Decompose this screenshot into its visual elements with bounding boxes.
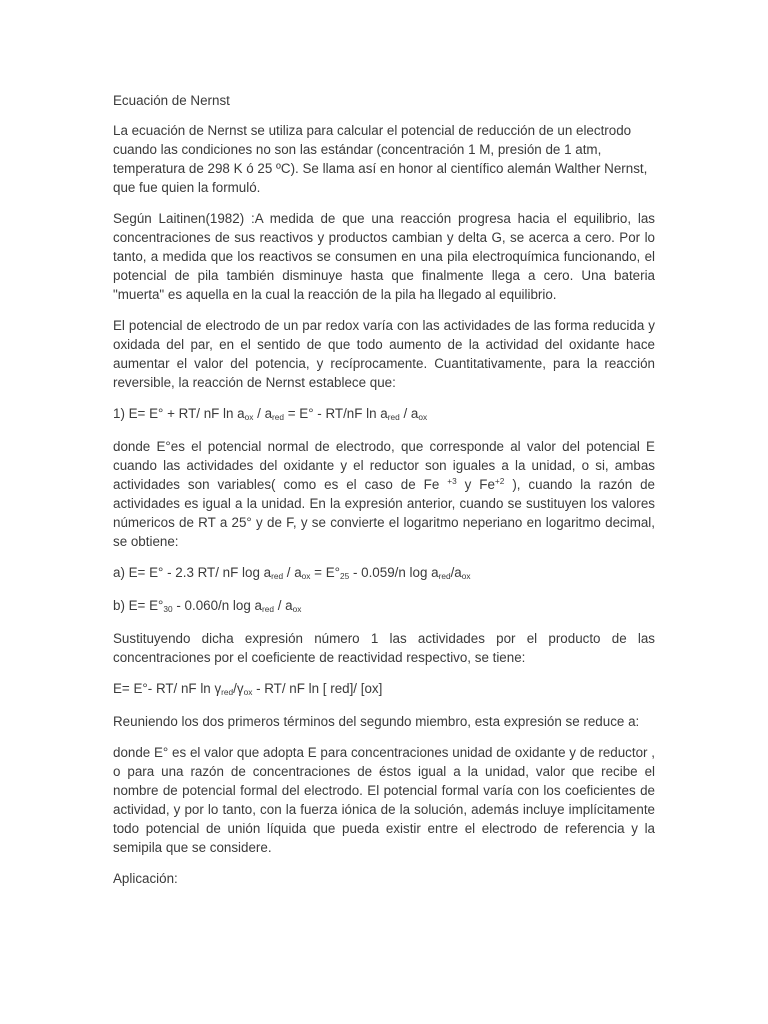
equation-1-subscript: red xyxy=(272,412,285,423)
section-heading-aplicacion: Aplicación: xyxy=(113,871,178,886)
paragraph-reduction: Reuniendo los dos primeros términos del segundo miembro, esta expresión se reduce a: xyxy=(113,714,640,729)
paragraph-definition: La ecuación de Nernst se utiliza para calcular el potencial de reducción de un electrodo cuando las condiciones no son las estándar (concentración 1 M, presión de 1 atm, temperatura de 298 K ó 25 ºC). Se llama así en honor al científico alemán Walther Nernst, que fue quien la formuló. xyxy=(113,123,648,195)
paragraph-text: ), cuando la razón de actividades es igual a la unidad. En la expresión anterior, cuando se sustituyen los valores númericos de RT a 25° y de F, y se convierte el logaritmo neperiano en logaritmo decimal, se obtiene: xyxy=(113,477,656,549)
paragraph-formal-potential: donde E° es el valor que adopta E para concentraciones unidad de oxidante y de reductor , o para una razón de concentraciones de éstos igual a la unidad, valor que recibe el nombre de potencial formal del electrodo. El potencial formal varía con los coeficientes de actividad, y por lo tanto, con la fuerza iónica de la solución, además incluye implícitamente todo potencial de unión líquida que pueda existir entre el electrodo de referencia y la semipila que se considere. xyxy=(113,745,655,855)
paragraph-laitinen: Según Laitinen(1982) :A medida de que una reacción progresa hacia el equilibrio, las concentraciones de sus reactivos y productos cambian y delta G, se acerca a cero. Por lo tanto, a medida que los reactivos se consumen en una pila electroquímica funcionando, el potencial de pila también disminuye hasta que finalmente llega a cero. Una bateria "muerta" es aquella en la cual la reacción de la pila ha llegado al equilibrio. xyxy=(113,211,655,302)
equation-2-text: /γ xyxy=(233,681,244,696)
equation-2-text: E= E°- RT/ nF ln γ xyxy=(113,681,222,696)
equation-a-text: = E° xyxy=(310,565,340,580)
equation-2 xyxy=(113,679,655,698)
equation-a-text: a) E= E° - 2.3 RT/ nF log a xyxy=(113,565,272,580)
equation-a-text: /a xyxy=(450,565,462,580)
equation-b-subscript: 30 xyxy=(163,604,173,615)
equation-a-subscript: red xyxy=(438,571,451,582)
equation-2-subscript: red xyxy=(221,687,234,698)
document-title: Ecuación de Nernst xyxy=(113,93,230,108)
equation-2-subscript: ox xyxy=(243,687,253,698)
superscript-charge: +2 xyxy=(494,476,505,487)
equation-b-text: b) E= E° xyxy=(113,598,164,613)
superscript-charge: +3 xyxy=(447,476,457,487)
equation-a xyxy=(113,563,655,582)
equation-b-subscript: ox xyxy=(292,604,302,615)
equation-b-subscript: red xyxy=(261,604,274,615)
equation-a-subscript: ox xyxy=(301,571,311,582)
equation-1-subscript: red xyxy=(387,412,400,423)
equation-a-text: / a xyxy=(283,565,302,580)
paragraph-text: donde E°es el potencial normal de electrodo, que corresponde al valor del potencial E cuando las actividades del oxidante y el reductor son iguales a la unidad, o si, ambas actividades son variables( como es el caso de Fe xyxy=(113,439,655,492)
equation-1 xyxy=(113,404,655,423)
equation-1-text: 1) E= E° + RT/ nF ln a xyxy=(113,406,245,421)
paragraph-substitution: Sustituyendo dicha expresión número 1 las actividades por el producto de las concentraciones por el coeficiente de reactividad respectivo, se tiene: xyxy=(113,631,655,665)
equation-1-text: / a xyxy=(253,406,273,421)
paragraph-standard-potential xyxy=(113,437,655,551)
equation-b-text: - 0.060/n log a xyxy=(172,598,262,613)
equation-a-subscript: ox xyxy=(461,571,471,582)
equation-a-subscript: red xyxy=(271,571,284,582)
equation-1-subscript: ox xyxy=(418,412,428,423)
equation-1-subscript: ox xyxy=(244,412,254,423)
equation-1-text: = E° - RT/nF ln a xyxy=(284,406,388,421)
equation-2-text: - RT/ nF ln [ red]/ [ox] xyxy=(252,681,383,696)
paragraph-electrode-potential: El potencial de electrodo de un par redox varía con las actividades de las forma reducida y oxidada del par, en el sentido de que todo aumento de la actividad del oxidante hace aumentar el valor del potencia, y recíprocamente. Cuantitativamente, para la reacción reversible, la reacción de Nernst establece que: xyxy=(113,318,655,390)
equation-b-text: / a xyxy=(273,598,293,613)
equation-1-text: / a xyxy=(399,406,419,421)
equation-b xyxy=(113,596,655,615)
equation-a-text: - 0.059/n log a xyxy=(349,565,439,580)
document-page xyxy=(113,91,655,900)
paragraph-text: y Fe xyxy=(456,477,495,492)
equation-a-subscript: 25 xyxy=(340,571,350,582)
